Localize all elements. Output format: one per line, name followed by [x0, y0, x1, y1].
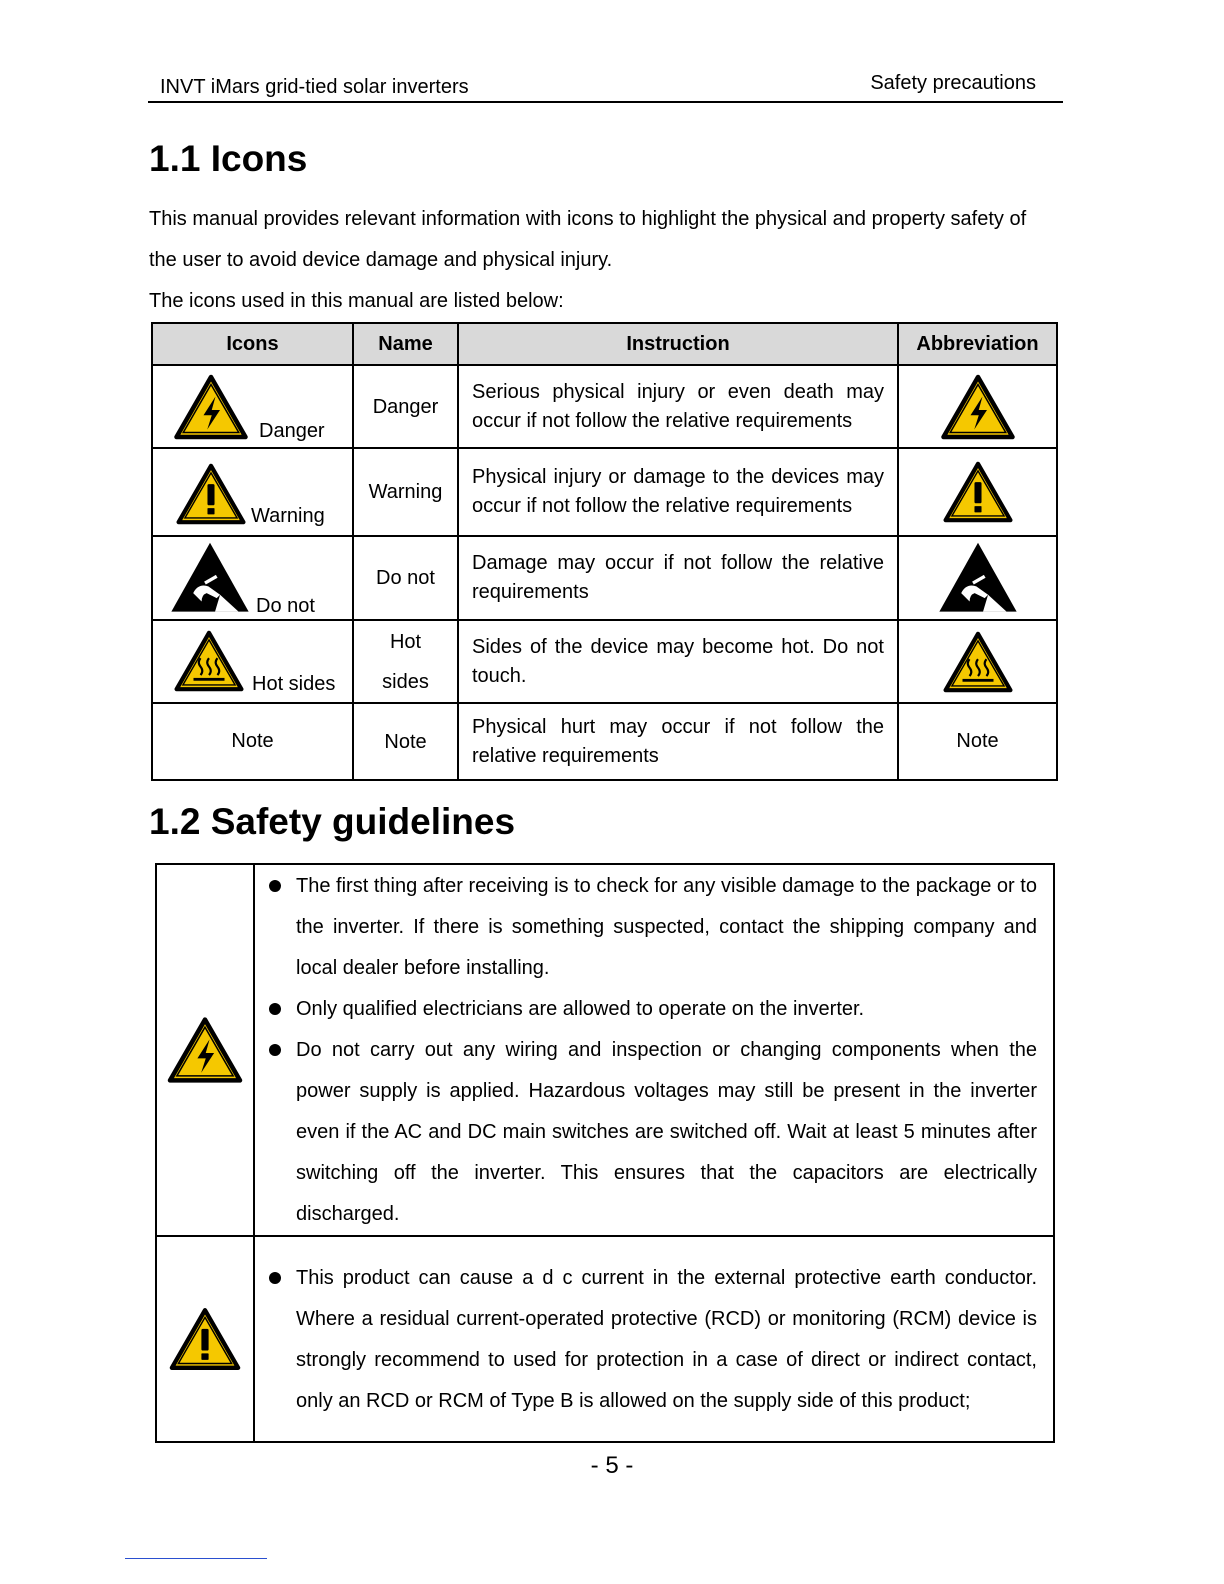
abbreviation-cell	[898, 536, 1057, 620]
hot-surface-icon	[942, 631, 1014, 693]
table-row	[152, 536, 1057, 620]
table-row	[152, 620, 1057, 703]
table-row	[156, 864, 1054, 1236]
danger-icon	[173, 374, 249, 440]
intro-paragraph-2: The icons used in this manual are listed below:	[149, 290, 564, 312]
instruction-cell: Physical injury or damage to the devices may occur if not follow the relative requirements	[458, 448, 898, 536]
name-cell	[353, 620, 458, 703]
section-heading-icons: 1.1 Icons	[149, 138, 308, 179]
instruction-cell: Damage may occur if not follow the relative requirements	[458, 536, 898, 620]
abbreviation-cell	[898, 620, 1057, 703]
table-row	[152, 365, 1057, 448]
esd-icon	[168, 541, 252, 615]
warning-icon	[169, 1307, 241, 1371]
abbreviation-cell	[898, 448, 1057, 536]
running-header-section: Safety precautions	[870, 72, 1036, 94]
icon-cell	[152, 448, 353, 536]
running-header-title: INVT iMars grid-tied solar inverters	[160, 76, 469, 98]
danger-icon	[167, 1016, 243, 1084]
name-cell: Warning	[353, 448, 458, 536]
icon-cell	[156, 1236, 254, 1442]
name-cell: Danger	[353, 365, 458, 448]
section-heading-safety-guidelines: 1.2 Safety guidelines	[149, 801, 516, 842]
list-item: Only qualified electricians are allowed to operate on the inverter.	[269, 989, 1037, 1030]
column-header: Name	[353, 323, 458, 365]
instruction-cell: Sides of the device may become hot. Do not touch.	[458, 620, 898, 703]
icon-cell	[156, 864, 254, 1236]
icon-label: Warning	[251, 505, 325, 527]
table-row	[152, 703, 1057, 780]
name-line: Hot	[389, 630, 422, 653]
intro-paragraph: This manual provides relevant information with icons to highlight the physical and property safety of the user to avoid device damage and physical injury.	[149, 208, 1027, 271]
abbreviation-cell: Note	[898, 703, 1057, 780]
abbreviation-cell	[898, 365, 1057, 448]
icon-label: Do not	[256, 595, 315, 617]
guideline-cell	[254, 1236, 1054, 1442]
table-header-row	[152, 323, 1057, 365]
icons-table	[151, 322, 1058, 781]
warning-icon	[175, 463, 247, 525]
name-line: sides	[382, 670, 429, 693]
footnote-separator	[125, 1558, 267, 1559]
safety-guidelines-table	[155, 863, 1055, 1443]
warning-icon	[942, 461, 1014, 523]
list-item: The first thing after receiving is to check for any visible damage to the package or to the inverter. If there is something suspected, contact the shipping company and local dealer before installing.	[269, 866, 1037, 989]
danger-icon	[940, 374, 1016, 440]
name-cell: Note	[353, 703, 458, 780]
column-header: Icons	[152, 323, 353, 365]
esd-icon	[936, 541, 1020, 615]
hot-surface-icon	[173, 630, 245, 692]
table-row	[152, 448, 1057, 536]
name-cell: Do not	[353, 536, 458, 620]
header-rule	[148, 101, 1063, 103]
icon-cell: Note	[152, 703, 353, 780]
column-header: Instruction	[458, 323, 898, 365]
list-item: This product can cause a d c current in the external protective earth conductor. Where a residual current-operated protective (RCD) or monitoring (RCM) device is strongly recommend to used for protection in a case of direct or indirect contact, only an RCD or RCM of Type B is allowed on the supply side of this product;	[269, 1258, 1037, 1422]
guideline-cell	[254, 864, 1054, 1236]
list-item: Do not carry out any wiring and inspection or changing components when the power supply is applied. Hazardous voltages may still be present in the inverter even if the AC and DC main switches are switched off. Wait at least 5 minutes after switching off the inverter. This ensures that the capacitors are electrically discharged.	[269, 1030, 1037, 1235]
icon-cell	[152, 620, 353, 703]
table-row	[156, 1236, 1054, 1442]
instruction-cell: Physical hurt may occur if not follow the relative requirements	[458, 703, 898, 780]
column-header: Abbreviation	[898, 323, 1057, 365]
icon-label: Danger	[259, 420, 325, 442]
icon-label: Hot sides	[252, 673, 336, 695]
instruction-cell: Serious physical injury or even death may occur if not follow the relative requirements	[458, 365, 898, 448]
page-number: - 5 -	[590, 1452, 634, 1479]
icon-cell	[152, 536, 353, 620]
icon-cell	[152, 365, 353, 448]
